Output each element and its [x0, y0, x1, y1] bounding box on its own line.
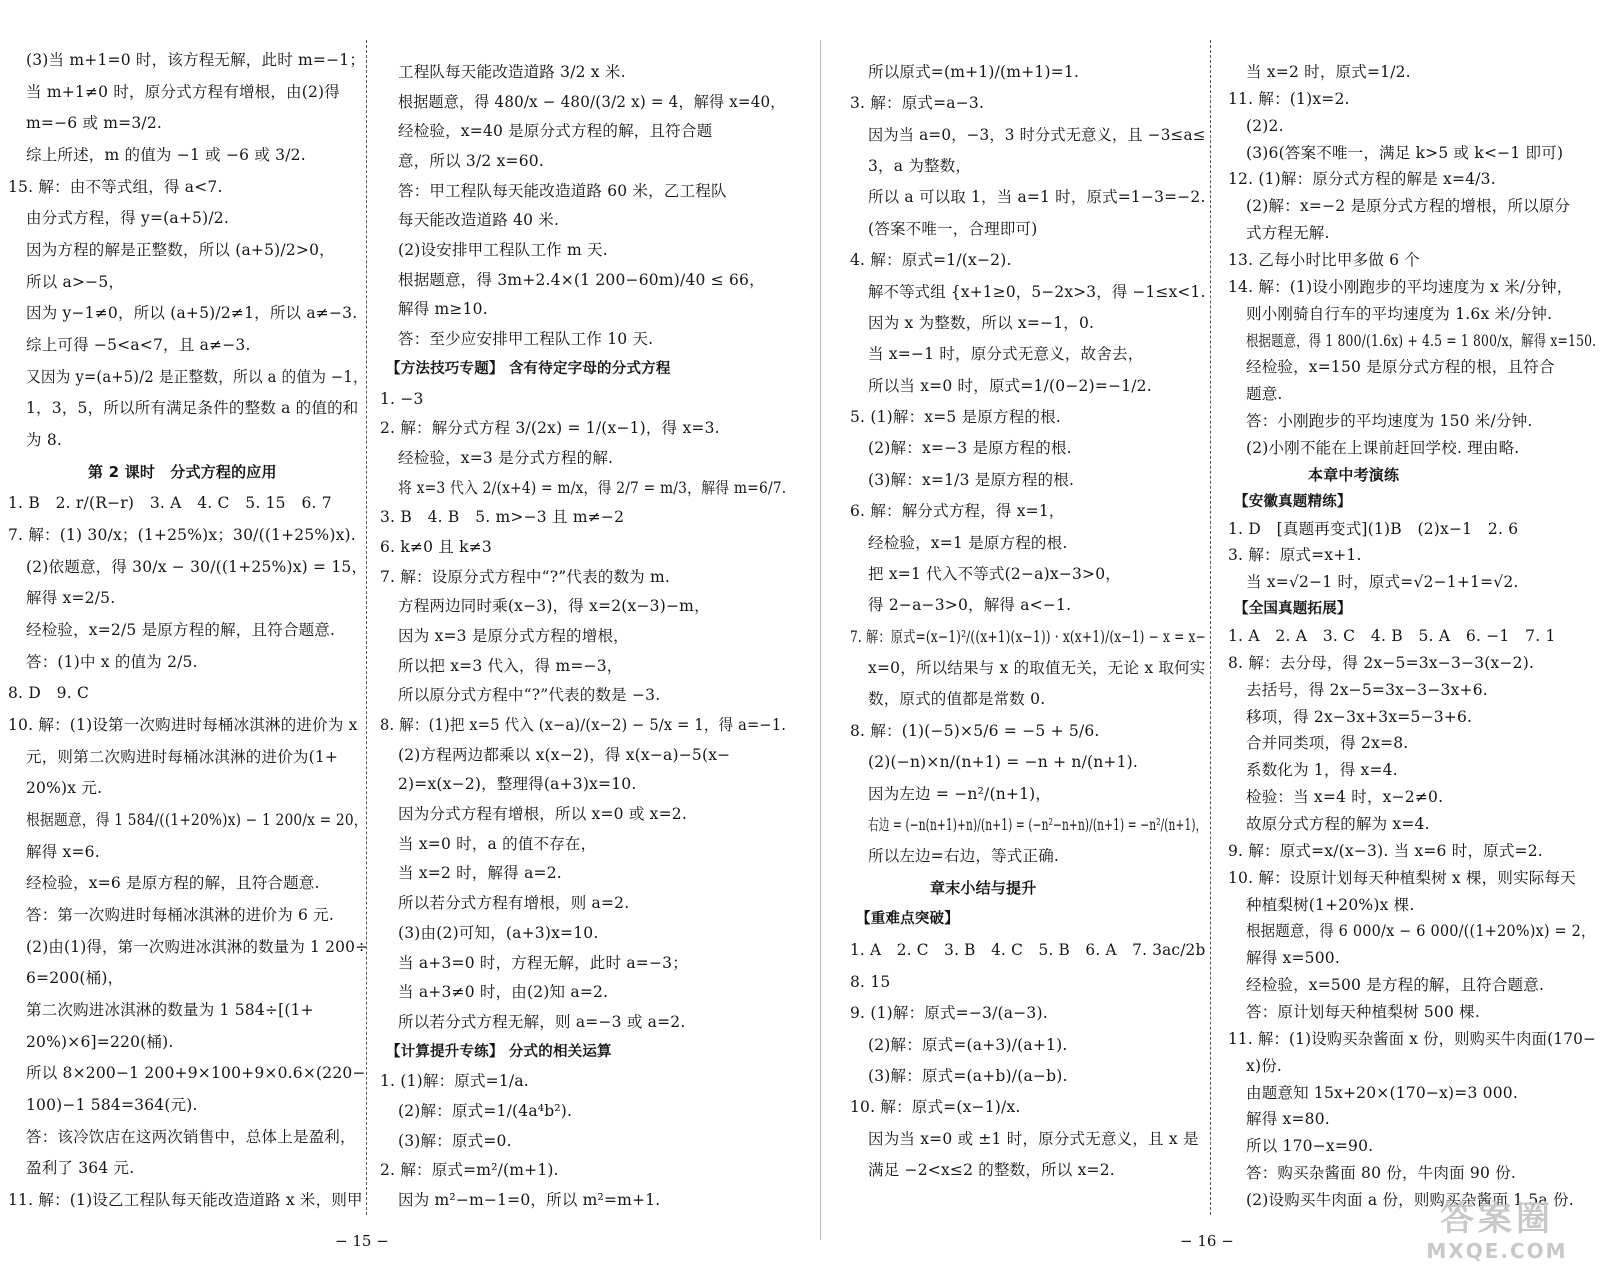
answer-line: 因为左边 = −n²/(n+1)，	[868, 784, 1052, 803]
subsection-heading: 【计算提升专练】 分式的相关运算	[386, 1043, 612, 1060]
answer-line: 解得 m≥10.	[398, 300, 488, 319]
answer-line: 8. 解：去分母，得 2x−5=3x−3−3(x−2).	[1228, 653, 1535, 672]
answer-line: 1，3，5，所以所有满足条件的整数 a 的值的和	[26, 399, 359, 418]
subsection-heading: 【安徽真题精练】	[1234, 493, 1352, 510]
answer-line: (3)解：原式=(a+b)/(a−b).	[868, 1066, 1068, 1085]
right-column-1	[850, 0, 1210, 1281]
answer-line: 8. 解：(1)把 x=5 代入 (x−a)/(x−2) − 5/x = 1，得 a=−1.	[380, 716, 787, 735]
answer-line: 1. A 2. A 3. C 4. B 5. A 6. −1 7. 1	[1228, 627, 1556, 645]
answer-line: (3)6(答案不唯一，满足 k>5 或 k<−1 即可)	[1246, 143, 1564, 162]
answer-line: 每天能改造道路 40 米.	[398, 211, 560, 230]
answer-line: 方程两边同时乘(x−3)，得 x=2(x−3)−m，	[398, 597, 710, 616]
answer-line: 又因为 y=(a+5)/2 是正整数，所以 a 的值为 −1，	[26, 367, 368, 386]
answer-line: 所以若分式方程无解，则 a=−3 或 a=2.	[398, 1012, 686, 1031]
answer-line: 4. 解：原式=1/(x−2).	[850, 251, 1012, 270]
answer-line: 因为 x 为整数，所以 x=−1，0.	[868, 313, 1095, 332]
answer-line: 经检验，x=150 是原分式方程的根，且符合	[1246, 358, 1555, 377]
answer-line: 13. 乙每小时比甲多做 6 个	[1228, 251, 1420, 269]
answer-line: 故原分式方程的解为 x=4.	[1246, 815, 1430, 833]
answer-line: 14. 解：(1)设小刚跑步的平均速度为 x 米/分钟，	[1228, 277, 1573, 296]
answer-line: 所以 a>−5，	[26, 272, 125, 291]
answer-line: 当 x=2 时，原式=1/2.	[1246, 63, 1411, 81]
answer-line: 1. B 2. r/(R−r) 3. A 4. C 5. 15 6. 7	[8, 494, 332, 513]
answer-line: 当 x=−1 时，原分式无意义，故舍去，	[868, 345, 1144, 364]
answer-line: 11. 解：(1)设乙工程队每天能改造道路 x 米，则甲	[8, 1191, 363, 1209]
answer-line: 经检验，x=6 是原方程的解，且符合题意.	[26, 874, 320, 893]
answer-line: 答：至少应安排甲工程队工作 10 天.	[398, 330, 654, 349]
page-number-left: − 15 −	[335, 1232, 389, 1250]
answer-line: 由分式方程，得 y=(a+5)/2.	[26, 209, 229, 228]
answer-line: 所以把 x=3 代入，得 m=−3，	[398, 656, 623, 675]
answer-line: (3)当 m+1=0 时，该方程无解，此时 m=−1；	[26, 51, 366, 69]
answer-line: 经检验，x=2/5 是原方程的解，且符合题意.	[26, 621, 336, 639]
answer-line: 将 x=3 代入 2/(x+4) = m/x，得 2/7 = m/3，解得 m=6/7.	[398, 478, 787, 497]
answer-line: 式方程无解.	[1246, 224, 1330, 243]
answer-line: 因为当 a=0，−3，3 时分式无意义，且 −3≤a≤	[868, 125, 1206, 144]
answer-line: 因为当 x=0 或 ±1 时，原分式无意义，且 x 是	[868, 1129, 1199, 1148]
answer-line: (2)(−n)×n/(n+1) = −n + n/(n+1).	[868, 753, 1139, 772]
answer-line: 为 8.	[26, 431, 63, 449]
answer-line: 7. 解：(1) 30/x；(1+25%)x；30/((1+25%)x).	[8, 526, 356, 544]
answer-line: 11. 解：(1)设购买杂酱面 x 份，则购买牛肉面(170−	[1228, 1029, 1597, 1048]
answer-line: 根据题意，得 3m+2.4×(1 200−60m)/40 ≤ 66，	[398, 270, 765, 289]
answer-line: 所以若分式方程有增根，则 a=2.	[398, 894, 630, 913]
answer-line: 因为方程的解是正整数，所以 (a+5)/2>0，	[26, 241, 335, 259]
answer-line: 题意.	[1246, 385, 1283, 404]
answer-line: 6=200(桶)，	[26, 969, 124, 988]
answer-line: m=−6 或 m=3/2.	[26, 114, 163, 133]
section-title: 第 2 课时 分式方程的应用	[88, 462, 277, 481]
answer-line: (2)解：x=−2 是原分式方程的增根，所以原分	[1246, 197, 1571, 216]
answer-line: 综上可得 −5<a<7，且 a≠−3.	[26, 336, 251, 354]
answer-line: 满足 −2<x≤2 的整数，所以 x=2.	[868, 1161, 1115, 1179]
answer-line: 3. 解：原式=x+1.	[1228, 546, 1362, 565]
answer-line: (3)解：x=1/3 是原方程的根.	[868, 470, 1075, 489]
column-divider	[1210, 40, 1211, 1215]
answer-line: 移项，得 2x−3x+3x=5−3+6.	[1246, 707, 1473, 726]
answer-line: 所以当 x=0 时，原式=1/(0−2)=−1/2.	[868, 376, 1152, 395]
answer-line: 10. 解：设原计划每天种植梨树 x 棵，则实际每天	[1228, 868, 1576, 887]
answer-line: 种植梨树(1+20%)x 棵.	[1246, 895, 1415, 914]
answer-line: 第二次购进冰淇淋的数量为 1 584÷[(1+	[26, 1001, 314, 1019]
answer-line: 因为分式方程有增根，所以 x=0 或 x=2.	[398, 805, 687, 824]
answer-line: 答：(1)中 x 的值为 2/5.	[26, 652, 198, 671]
right-page	[850, 0, 1600, 1281]
watermark-domain-text: MXQE.COM	[1426, 1239, 1568, 1263]
answer-line: 所以 8×200−1 200+9×100+9×0.6×(220−	[26, 1064, 366, 1083]
answer-line: 3. 解：原式=a−3.	[850, 94, 985, 113]
answer-line: 8. 解：(1)(−5)×5/6 = −5 + 5/6.	[850, 721, 1100, 740]
answer-line: 8. D 9. C	[8, 684, 90, 703]
answer-line: 答：小刚跑步的平均速度为 150 米/分钟.	[1246, 412, 1533, 431]
answer-line: 11. 解：(1)x=2.	[1228, 89, 1350, 108]
answer-line: 当 x=0 时，a 的值不存在，	[398, 834, 597, 853]
left-page	[0, 0, 790, 1281]
answer-line: 答：甲工程队每天能改造道路 60 米，乙工程队	[398, 181, 727, 200]
answer-line: 因为 m²−m−1=0，所以 m²=m+1.	[398, 1191, 661, 1209]
answer-line: 答：购买杂酱面 80 份，牛肉面 90 份.	[1246, 1164, 1516, 1183]
answer-line: 当 a+3≠0 时，由(2)知 a=2.	[398, 983, 609, 1002]
answer-line: (3)解：原式=0.	[398, 1131, 512, 1150]
answer-line: 经检验，x=3 是分式方程的解.	[398, 448, 614, 467]
answer-line: 7. 解：设原分式方程中“?”代表的数为 m.	[380, 567, 671, 586]
answer-line: 2. 解：解分式方程 3/(2x) = 1/(x−1)，得 x=3.	[380, 419, 720, 438]
answer-line: (3)由(2)可知，(a+3)x=10.	[398, 923, 599, 942]
answer-line: 系数化为 1，得 x=4.	[1246, 761, 1398, 780]
answer-line: 6. 解：解分式方程，得 x=1，	[850, 502, 1065, 521]
page-number-right: − 16 −	[1180, 1232, 1234, 1250]
answer-line: 当 m+1≠0 时，原分式方程有增根，由(2)得	[26, 82, 341, 101]
answer-line: 2. 解：原式=m²/(m+1).	[380, 1161, 559, 1180]
answer-line: 综上所述，m 的值为 −1 或 −6 或 3/2.	[26, 146, 306, 164]
answer-line: 因为 y−1≠0，所以 (a+5)/2≠1，所以 a≠−3.	[26, 304, 358, 323]
answer-line: 7. 解：原式=(x−1)²/((x+1)(x−1)) · x(x+1)/(x−1) − x = x−	[850, 627, 1206, 646]
answer-line: 解得 x=2/5.	[26, 589, 116, 608]
answer-line: 12. (1)解：原分式方程的解是 x=4/3.	[1228, 170, 1496, 189]
answer-line: 所以原分式方程中“?”代表的数是 −3.	[398, 686, 661, 705]
answer-line: 工程队每天能改造道路 3/2 x 米.	[398, 63, 626, 81]
answer-line: 元，则第二次购进时每桶冰淇淋的进价为(1+	[26, 747, 339, 766]
answer-line: 答：该冷饮店在这两次销售中，总体上是盈利，	[26, 1127, 356, 1146]
answer-line: 解得 x=500.	[1246, 949, 1340, 968]
answer-line: 3. B 4. B 5. m>−3 且 m≠−2	[380, 508, 625, 527]
answer-line: 得 2−a−3>0，解得 a<−1.	[868, 596, 1072, 615]
answer-line: 2)=x(x−2)，整理得(a+3)x=10.	[398, 775, 637, 794]
answer-line: 所以 170−x=90.	[1246, 1137, 1374, 1156]
right-column-2	[1220, 0, 1600, 1281]
answer-line: 10. 解：原式=(x−1)/x.	[850, 1098, 1021, 1117]
answer-line: 15. 解：由不等式组，得 a<7.	[8, 177, 223, 196]
subsection-heading: 【方法技巧专题】 含有待定字母的分式方程	[386, 360, 671, 377]
answer-line: 20%)x 元.	[26, 779, 103, 798]
answer-line: (2)解：原式=1/(4a⁴b²).	[398, 1101, 573, 1120]
answer-line: 把 x=1 代入不等式(2−a)x−3>0，	[868, 564, 1121, 583]
answer-line: 则小刚骑自行车的平均速度为 1.6x 米/分钟.	[1246, 304, 1553, 323]
answer-line: 8. 15	[850, 972, 891, 991]
site-watermark	[1422, 1199, 1572, 1269]
answer-line: 根据题意，得 6 000/x − 6 000/((1+20%)x) = 2，	[1246, 922, 1596, 941]
answer-line: 所以 a 可以取 1，当 a=1 时，原式=1−3=−2.	[868, 188, 1206, 207]
answer-line: 1. A 2. C 3. B 4. C 5. B 6. A 7. 3ac/2b	[850, 941, 1206, 960]
answer-line: 答：原计划每天种植梨树 500 棵.	[1246, 1003, 1480, 1021]
answer-line: 5. (1)解：x=5 是原方程的根.	[850, 408, 1061, 427]
answer-line: 由题意知 15x+20×(170−x)=3 000.	[1246, 1083, 1518, 1102]
answer-line: (2)解：原式=(a+3)/(a+1).	[868, 1035, 1068, 1054]
watermark-logo-text: 答案圈	[1440, 1199, 1554, 1239]
page-gutter	[820, 40, 821, 1240]
answer-line: 检验：当 x=4 时，x−2≠0.	[1246, 788, 1444, 807]
section-title: 本章中考演练	[1308, 465, 1400, 484]
subsection-heading: 【全国真题拓展】	[1234, 601, 1352, 618]
answer-line: 合并同类项，得 2x=8.	[1246, 734, 1409, 753]
answer-line: 解不等式组 {x+1≥0，5−2x>3，得 −1≤x<1.	[868, 282, 1206, 301]
answer-line: (2)解：x=−3 是原方程的根.	[868, 439, 1072, 458]
answer-line: 所以原式=(m+1)/(m+1)=1.	[868, 63, 1080, 81]
answer-line: 9. (1)解：原式=−3/(a−3).	[850, 1004, 1048, 1023]
answer-line: 经检验，x=500 是方程的解，且符合题意.	[1246, 976, 1545, 995]
answer-line: 答：第一次购进时每桶冰淇淋的进价为 6 元.	[26, 906, 335, 924]
answer-line: 右边 = (−n(n+1)+n)/(n+1) = (−n²−n+n)/(n+1) = −n²/(n+1)，	[868, 815, 1207, 834]
answer-line: (2)依题意，得 30/x − 30/((1+25%)x) = 15，	[26, 557, 368, 576]
answer-line: 100)−1 584=364(元).	[26, 1096, 198, 1114]
answer-line: 意，所以 3/2 x=60.	[398, 152, 544, 171]
answer-line: 1. −3	[380, 389, 424, 408]
answer-line: 根据题意，得 480/x − 480/(3/2 x) = 4，解得 x=40，	[398, 92, 786, 111]
answer-line: 当 a+3=0 时，方程无解，此时 a=−3；	[398, 953, 688, 972]
section-title: 章末小结与提升	[930, 878, 1037, 897]
answer-line: 当 x=√2−1 时，原式=√2−1+1=√2.	[1246, 573, 1519, 592]
left-column-1	[0, 0, 372, 1281]
answer-line: 去括号，得 2x−5=3x−3−3x+6.	[1246, 680, 1488, 699]
answer-line: (2)2.	[1246, 116, 1284, 135]
answer-line: x)份.	[1246, 1056, 1283, 1075]
answer-line: (2)小刚不能在上课前赶回学校. 理由略.	[1246, 439, 1520, 457]
answer-line: 所以左边=右边，等式正确.	[868, 847, 1060, 866]
answer-line: 1. (1)解：原式=1/a.	[380, 1072, 529, 1091]
answer-line: 因为 x=3 是原分式方程的增根，	[398, 627, 629, 645]
answer-line: 10. 解：(1)设第一次购进时每桶冰淇淋的进价为 x	[8, 716, 358, 734]
answer-line: 根据题意，得 1 584/((1+20%)x) − 1 200/x = 20，	[26, 811, 368, 829]
answer-line: (2)由(1)得，第一次购进冰淇淋的数量为 1 200÷	[26, 937, 369, 956]
answer-line: 3，a 为整数，	[868, 157, 972, 176]
answer-line: 1. D [真题再变式](1)B (2)x−1 2. 6	[1228, 519, 1519, 538]
answer-line: 20%)×6]=220(桶).	[26, 1032, 174, 1051]
answer-line: 9. 解：原式=x/(x−3). 当 x=6 时，原式=2.	[1228, 841, 1543, 860]
answer-line: 当 x=2 时，解得 a=2.	[398, 864, 562, 883]
answer-line: (2)设安排甲工程队工作 m 天.	[398, 241, 608, 260]
answer-line: 根据题意，得 1 800/(1.6x) + 4.5 = 1 800/x，解得 x=150.	[1246, 331, 1597, 350]
answer-line: 解得 x=6.	[26, 842, 100, 861]
answer-line: 盈利了 364 元.	[26, 1159, 135, 1178]
left-column-2	[372, 0, 790, 1281]
column-divider	[366, 40, 367, 1215]
subsection-heading: 【重难点突破】	[856, 911, 959, 928]
answer-line: 经检验，x=40 是原分式方程的解，且符合题	[398, 122, 713, 141]
answer-line: (答案不唯一，合理即可)	[868, 219, 1038, 238]
answer-line: (2)设购买牛肉面 a 份，则购买杂酱面 1.5a 份.	[1246, 1191, 1574, 1209]
answer-line: 经检验，x=1 是原方程的根.	[868, 533, 1068, 552]
answer-line: 6. k≠0 且 k≠3	[380, 537, 492, 556]
answer-line: x=0，所以结果与 x 的取值无关，无论 x 取何实	[868, 659, 1206, 678]
answer-line: (2)方程两边都乘以 x(x−2)，得 x(x−a)−5(x−	[398, 745, 731, 764]
answer-line: 数，原式的值都是常数 0.	[868, 690, 1046, 709]
answer-line: 解得 x=80.	[1246, 1110, 1330, 1129]
